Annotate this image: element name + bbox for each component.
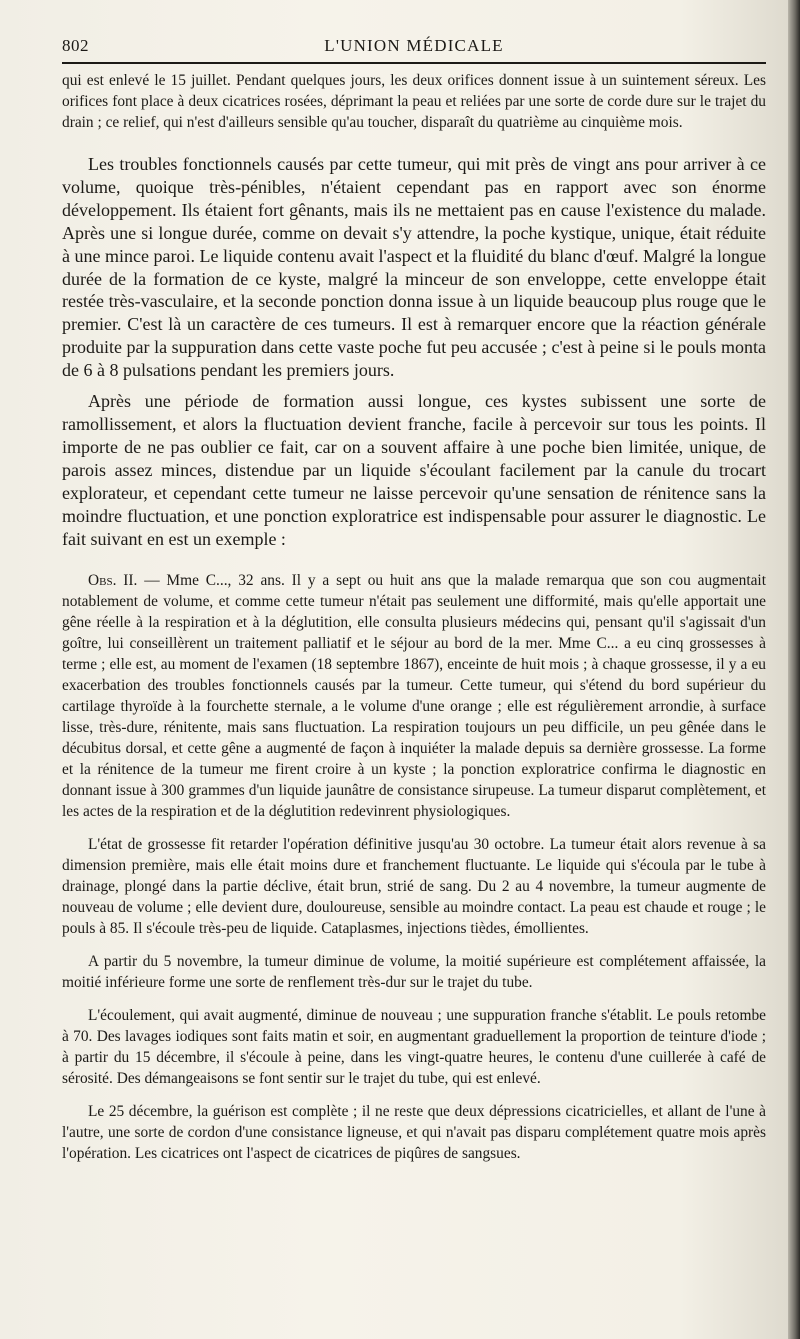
page-number: 802 <box>62 36 89 55</box>
paragraph-novembre: A partir du 5 novembre, la tumeur diminue de volume, la moitié supérieure est complétement affaissée, la moitié inférieure forme une sorte de renflement très-dur sur le trajet du tube. <box>62 953 766 992</box>
paragraph-guerison: Le 25 décembre, la guérison est complète ; il ne reste que deux dépressions cicatricielles, et allant de l'une à l'autre, une sorte de cordon d'une consistance ligneuse, et qui n'avait pas disparu complétement quatre mois après l'opération. Les cicatrices ont l'aspect de cicatrices de piqûres de sangsues. <box>62 1103 766 1163</box>
page-header <box>62 32 766 62</box>
running-title: L'UNION MÉDICALE <box>324 36 504 55</box>
header-rule <box>62 62 766 64</box>
observation-label: Obs. II. <box>88 572 138 590</box>
paragraph-ramollissement: Après une période de formation aussi longue, ces kystes subissent une sorte de ramollissement, et alors la fluctuation devient franche, facile à percevoir sur tous les points. Il importe de ne pas oublier ce fait, car on a souvent affaire à une poche bien limitée, unique, de parois assez minces, distendue par un liquide s'écoulant facilement par la canule du trocart explorateur, et cependant cette tumeur ne laisse percevoir qu'une sensation de rénitence sans la moindre fluctuation, et une ponction exploratrice est indispensable pour assurer le diagnostic. Le fait suivant en est un exemple : <box>62 391 766 549</box>
page-edge-shadow <box>788 0 800 1339</box>
observation-paragraph <box>62 570 766 822</box>
paragraph-grossesse: L'état de grossesse fit retarder l'opération définitive jusqu'au 30 octobre. La tumeur était alors revenue à sa dimension première, mais elle était moins dure et franchement fluctuante. Le liquide qui s'écoula par le tube à drainage, plongé dans la partie déclive, était brun, strié de sang. Du 2 au 4 novembre, la tumeur augmente de nouveau de volume ; elle devient dure, douloureuse, sensible au moindre contact. La peau est chaude et rouge ; le pouls à 85. Il s'écoule très-peu de liquide. Cataplasmes, injections tièdes, émollientes. <box>62 836 766 938</box>
paragraph-troubles: Les troubles fonctionnels causés par cette tumeur, qui mit près de vingt ans pour arriver à ce volume, quoique très-pénibles, n'étaient cependant pas en rapport avec son énorme développement. Ils étaient fort gênants, mais ils ne mettaient pas en cause l'existence du malade. Après une si longue durée, comme on devait s'y attendre, la poche kystique, unique, était réduite à une mince paroi. Le liquide contenu avait l'aspect et la fluidité du blanc d'œuf. Malgré la longue durée de la formation de ce kyste, malgré la minceur de son enveloppe, cette enveloppe était restée très-vasculaire, et la seconde ponction donna issue à un liquide beaucoup plus rouge que le premier. C'est là un caractère de ces tumeurs. Il est à remarquer encore que la réaction générale produite par la suppuration dans cette vaste poche fut peu accusée ; c'est à peine si le pouls monta de 6 à 8 pulsations pendant les premiers jours. <box>62 154 766 381</box>
observation-text: — Mme C..., 32 ans. Il y a sept ou huit ans que la malade remarqua que son cou augmentait notablement de volume, et comme cette tumeur n'était pas seulement une difformité, mais qu'elle apportait une gêne réelle à la respiration et à la déglutition, elle consulta plusieurs médecins qui, pensant qu'il s'agissait d'un goître, lui conseillèrent un traitement palliatif et le séjour au bord de la mer. Mme C... a eu cinq grossesses à terme ; elle est, au moment de l'examen (18 septembre 1867), enceinte de huit mois ; à chaque grossesse, il y a eu exacerbation des troubles fonctionnels causés par la tumeur. Cette tumeur, qui s'étend du bord supérieur du cartilage thyroïde à la fourchette sternale, a le volume d'une orange ; elle est régulièrement arrondie, à surface lisse, très-dure, rénitente, mais sans fluctuation. La respiration toujours un peu difficile, un peu gênée dans le décubitus dorsal, et cette gêne a augmenté de façon à inquiéter la malade depuis sa dernière grossesse. La forme et la rénitence de la tumeur me firent croire à un kyste ; la ponction exploratrice confirma le diagnostic en donnant issue à 300 grammes d'un liquide jaunâtre de consistance sirupeuse. La tumeur disparut complètement, et les actes de la respiration et de la déglutition redevinrent physiologiques. <box>62 572 766 821</box>
paragraph-ecoulement: L'écoulement, qui avait augmenté, diminue de nouveau ; une suppuration franche s'établit. Le pouls retombe à 70. Des lavages iodiques sont faits matin et soir, en augmentant graduellement la proportion de teinture d'iode ; à partir du 15 décembre, il s'écoule à peine, dans les vingt-quatre heures, le contenu d'une cuillerée à café de sérosité. Des démangeaisons se font sentir sur le trajet du tube, qui est enlevé. <box>62 1007 766 1088</box>
paragraph-continuation: qui est enlevé le 15 juillet. Pendant quelques jours, les deux orifices donnent issue à un suintement séreux. Les orifices font place à deux cicatrices rosées, déprimant la peau et reliées par une sorte de corde dure sur le trajet du drain ; ce relief, qui n'est d'ailleurs sensible qu'au toucher, disparaît du quatrième au cinquième mois. <box>62 72 766 131</box>
